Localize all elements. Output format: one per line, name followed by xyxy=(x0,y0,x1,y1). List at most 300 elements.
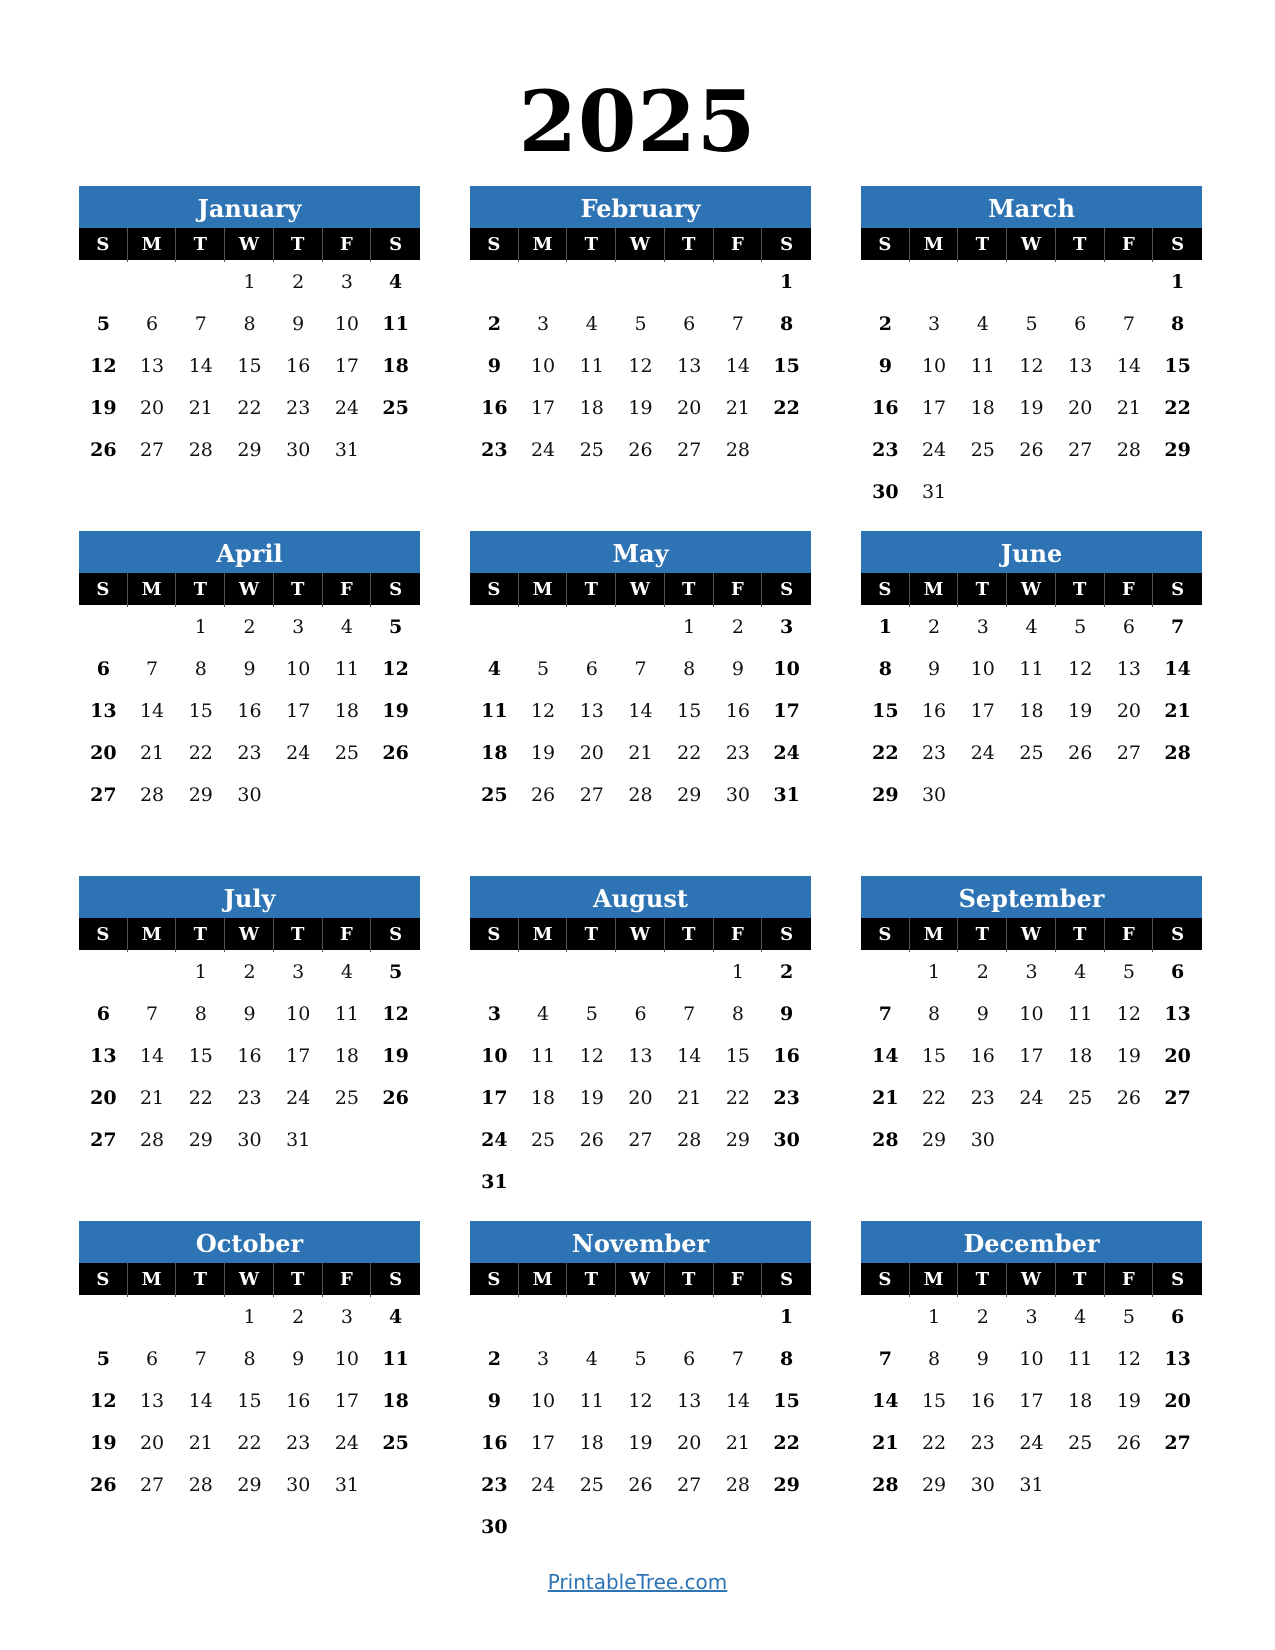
day-cell: 8 xyxy=(780,313,794,335)
day-cell: 17 xyxy=(1019,1390,1044,1412)
day-cell: 12 xyxy=(530,700,556,722)
month-title: November xyxy=(470,1221,811,1263)
day-cell: 4 xyxy=(1074,961,1087,983)
day-cell: 1 xyxy=(878,616,892,638)
day-cell: 15 xyxy=(237,355,262,377)
weekday-label: F xyxy=(1105,1263,1154,1297)
empty-day-cell xyxy=(128,261,177,303)
day-cell: 20 xyxy=(1164,1045,1191,1067)
empty-day-cell xyxy=(1056,261,1105,303)
weekday-label: S xyxy=(1171,924,1185,945)
day-cell: 25 xyxy=(334,742,360,764)
day-cell: 1 xyxy=(928,961,941,983)
day-cell: 28 xyxy=(188,1474,213,1496)
day-cell: 8 xyxy=(928,1003,941,1025)
day-cell: 26 xyxy=(90,439,117,461)
day-cell: 5 xyxy=(537,658,550,680)
day-cell: 24 xyxy=(1019,1087,1044,1109)
day-cell: 3 xyxy=(780,616,794,638)
weekday-label: S xyxy=(389,924,403,945)
day-cell: 2 xyxy=(878,313,892,335)
day-cell: 2 xyxy=(780,961,794,983)
day-cell: 8 xyxy=(194,658,207,680)
day-cell: 12 xyxy=(90,355,117,377)
day-cell: 19 xyxy=(628,1432,653,1454)
weekday-label: F xyxy=(323,918,372,952)
weekday-label: M xyxy=(128,228,177,262)
weekday-header-row xyxy=(470,918,811,950)
day-cell: 2 xyxy=(731,616,744,638)
day-cell: 31 xyxy=(773,784,800,806)
day-cell: 24 xyxy=(921,439,947,461)
weekday-label: T xyxy=(958,1263,1007,1297)
day-cell: 8 xyxy=(731,1003,744,1025)
day-cell: 7 xyxy=(1122,313,1135,335)
weekday-header-row xyxy=(861,573,1202,605)
day-cell: 9 xyxy=(292,313,305,335)
day-cell: 3 xyxy=(537,313,550,335)
day-cell: 6 xyxy=(683,1348,696,1370)
day-cell: 2 xyxy=(976,1306,989,1328)
day-cell: 7 xyxy=(146,658,159,680)
day-cell: 27 xyxy=(90,1129,117,1151)
weekday-label: F xyxy=(1105,573,1154,607)
weekday-label: W xyxy=(1007,1263,1056,1297)
empty-day-cell xyxy=(128,1296,177,1338)
month-title: July xyxy=(79,876,420,918)
day-cell: 21 xyxy=(872,1432,899,1454)
day-cell: 17 xyxy=(921,397,947,419)
day-cell: 20 xyxy=(1164,1390,1191,1412)
empty-day-cell xyxy=(616,606,665,648)
day-cell: 29 xyxy=(188,784,213,806)
day-cell: 4 xyxy=(1025,616,1038,638)
day-cell: 22 xyxy=(921,1087,947,1109)
weekday-label: F xyxy=(714,1263,763,1297)
day-cell: 1 xyxy=(194,961,207,983)
day-cell: 22 xyxy=(188,742,213,764)
day-cell: 25 xyxy=(382,397,409,419)
day-cell: 16 xyxy=(921,700,947,722)
month-february xyxy=(470,186,811,531)
day-cell: 16 xyxy=(872,397,899,419)
weekday-header-row xyxy=(79,918,420,950)
day-cell: 15 xyxy=(1164,355,1191,377)
day-cell: 29 xyxy=(872,784,899,806)
day-cell: 13 xyxy=(90,1045,117,1067)
weekday-header-row xyxy=(861,918,1202,950)
month-july xyxy=(79,876,420,1221)
day-cell: 6 xyxy=(585,658,598,680)
empty-day-cell xyxy=(1105,261,1154,303)
empty-day-cell xyxy=(616,951,665,993)
day-cell: 13 xyxy=(139,355,165,377)
day-cell: 27 xyxy=(1116,742,1142,764)
day-cell: 24 xyxy=(970,742,995,764)
weekday-label: T xyxy=(1056,228,1105,262)
day-cell: 28 xyxy=(139,1129,165,1151)
day-cell: 14 xyxy=(872,1045,899,1067)
day-cell: 20 xyxy=(1116,700,1142,722)
weekday-label: F xyxy=(323,573,372,607)
day-cell: 28 xyxy=(872,1474,899,1496)
day-cell: 6 xyxy=(1074,313,1087,335)
day-cell: 6 xyxy=(683,313,696,335)
month-title: March xyxy=(861,186,1202,228)
day-cell: 31 xyxy=(286,1129,311,1151)
day-cell: 12 xyxy=(628,1390,653,1412)
day-cell: 19 xyxy=(1116,1045,1142,1067)
weekday-header-row xyxy=(470,228,811,260)
day-cell: 13 xyxy=(1116,658,1142,680)
day-cell: 13 xyxy=(677,1390,702,1412)
day-cell: 11 xyxy=(1068,1003,1093,1025)
day-cell: 5 xyxy=(585,1003,598,1025)
empty-day-cell xyxy=(714,261,763,303)
day-cell: 22 xyxy=(188,1087,213,1109)
day-cell: 14 xyxy=(1164,658,1191,680)
day-cell: 25 xyxy=(579,1474,604,1496)
day-cell: 23 xyxy=(970,1432,995,1454)
weekday-label: F xyxy=(714,228,763,262)
day-cell: 18 xyxy=(530,1087,556,1109)
day-cell: 5 xyxy=(389,616,403,638)
month-title: October xyxy=(79,1221,420,1263)
day-cell: 17 xyxy=(334,355,360,377)
day-cell: 27 xyxy=(677,1474,702,1496)
day-cell: 13 xyxy=(1164,1003,1191,1025)
day-cell: 18 xyxy=(481,742,508,764)
day-grid xyxy=(861,950,1202,1161)
day-cell: 3 xyxy=(292,616,305,638)
day-grid xyxy=(470,260,811,471)
day-cell: 15 xyxy=(872,700,899,722)
day-cell: 21 xyxy=(725,397,751,419)
weekday-label: T xyxy=(665,1263,714,1297)
day-cell: 31 xyxy=(921,481,947,503)
day-cell: 30 xyxy=(872,481,899,503)
weekday-label: S xyxy=(861,918,910,952)
day-cell: 21 xyxy=(1116,397,1142,419)
weekday-label: F xyxy=(1105,918,1154,952)
day-cell: 6 xyxy=(96,658,110,680)
day-cell: 31 xyxy=(334,439,360,461)
day-cell: 24 xyxy=(773,742,800,764)
day-cell: 24 xyxy=(530,1474,556,1496)
empty-day-cell xyxy=(567,951,616,993)
day-cell: 4 xyxy=(340,616,353,638)
weekday-label: S xyxy=(470,1263,519,1297)
day-cell: 14 xyxy=(139,1045,165,1067)
day-cell: 9 xyxy=(292,1348,305,1370)
day-cell: 6 xyxy=(146,1348,159,1370)
day-cell: 5 xyxy=(634,313,647,335)
empty-day-cell xyxy=(470,1296,519,1338)
day-cell: 11 xyxy=(579,355,604,377)
weekday-label: S xyxy=(79,918,128,952)
day-cell: 11 xyxy=(334,658,360,680)
weekday-header-row xyxy=(470,1263,811,1295)
day-cell: 9 xyxy=(487,1390,501,1412)
day-cell: 17 xyxy=(530,1432,556,1454)
weekday-label: S xyxy=(79,228,128,262)
day-cell: 2 xyxy=(243,961,256,983)
day-cell: 20 xyxy=(677,397,702,419)
day-cell: 25 xyxy=(481,784,508,806)
day-cell: 27 xyxy=(1068,439,1093,461)
day-cell: 4 xyxy=(585,313,598,335)
day-cell: 2 xyxy=(292,271,305,293)
weekday-label: W xyxy=(225,573,274,607)
day-cell: 9 xyxy=(731,658,744,680)
day-cell: 3 xyxy=(340,1306,353,1328)
day-cell: 22 xyxy=(921,1432,947,1454)
weekday-label: S xyxy=(861,573,910,607)
empty-day-cell xyxy=(79,1296,128,1338)
day-cell: 3 xyxy=(487,1003,501,1025)
weekday-label: T xyxy=(567,228,616,262)
day-cell: 13 xyxy=(628,1045,653,1067)
day-cell: 30 xyxy=(970,1474,995,1496)
day-cell: 14 xyxy=(188,1390,213,1412)
day-cell: 11 xyxy=(1019,658,1044,680)
empty-day-cell xyxy=(519,951,568,993)
day-cell: 23 xyxy=(872,439,899,461)
day-cell: 23 xyxy=(237,742,262,764)
day-cell: 11 xyxy=(382,1348,409,1370)
day-cell: 11 xyxy=(481,700,508,722)
weekday-label: T xyxy=(567,1263,616,1297)
day-cell: 5 xyxy=(1025,313,1038,335)
weekday-label: S xyxy=(1171,579,1185,600)
day-cell: 8 xyxy=(243,1348,256,1370)
empty-day-cell xyxy=(470,606,519,648)
day-cell: 11 xyxy=(334,1003,360,1025)
day-cell: 27 xyxy=(90,784,117,806)
day-cell: 6 xyxy=(634,1003,647,1025)
weekday-label: S xyxy=(1171,234,1185,255)
day-cell: 19 xyxy=(90,397,117,419)
weekday-label: S xyxy=(389,1269,403,1290)
weekday-label: W xyxy=(225,1263,274,1297)
day-cell: 1 xyxy=(780,1306,794,1328)
footer xyxy=(0,1570,1275,1594)
day-cell: 18 xyxy=(1068,1045,1093,1067)
day-cell: 17 xyxy=(481,1087,508,1109)
day-cell: 9 xyxy=(878,355,892,377)
weekday-label: S xyxy=(470,918,519,952)
day-cell: 10 xyxy=(1019,1003,1044,1025)
day-cell: 22 xyxy=(872,742,899,764)
day-cell: 9 xyxy=(243,1003,256,1025)
day-cell: 9 xyxy=(487,355,501,377)
day-cell: 7 xyxy=(878,1348,892,1370)
weekday-label: T xyxy=(958,918,1007,952)
day-cell: 3 xyxy=(928,313,941,335)
day-cell: 10 xyxy=(286,1003,311,1025)
day-cell: 25 xyxy=(334,1087,360,1109)
day-cell: 26 xyxy=(90,1474,117,1496)
weekday-label: F xyxy=(1105,228,1154,262)
day-cell: 16 xyxy=(286,1390,311,1412)
day-cell: 3 xyxy=(292,961,305,983)
day-cell: 29 xyxy=(921,1474,947,1496)
day-cell: 30 xyxy=(921,784,947,806)
day-cell: 6 xyxy=(1171,1306,1185,1328)
day-cell: 24 xyxy=(530,439,556,461)
empty-day-cell xyxy=(1007,261,1056,303)
day-cell: 1 xyxy=(683,616,696,638)
day-cell: 12 xyxy=(382,1003,409,1025)
weekday-label: T xyxy=(1056,573,1105,607)
day-cell: 29 xyxy=(921,1129,947,1151)
day-cell: 15 xyxy=(773,355,800,377)
day-cell: 24 xyxy=(286,1087,311,1109)
weekday-label: S xyxy=(1171,1269,1185,1290)
weekday-label: F xyxy=(714,573,763,607)
day-cell: 31 xyxy=(481,1171,508,1193)
day-cell: 8 xyxy=(878,658,892,680)
day-cell: 21 xyxy=(139,1087,165,1109)
weekday-label: M xyxy=(910,918,959,952)
weekday-label: S xyxy=(861,1263,910,1297)
day-cell: 30 xyxy=(970,1129,995,1151)
day-cell: 8 xyxy=(194,1003,207,1025)
day-cell: 1 xyxy=(780,271,794,293)
day-grid xyxy=(861,1295,1202,1506)
day-cell: 10 xyxy=(286,658,311,680)
month-title: January xyxy=(79,186,420,228)
day-cell: 23 xyxy=(970,1087,995,1109)
day-cell: 21 xyxy=(725,1432,751,1454)
day-cell: 24 xyxy=(334,397,360,419)
day-cell: 21 xyxy=(628,742,653,764)
day-cell: 7 xyxy=(194,1348,207,1370)
day-cell: 18 xyxy=(334,1045,360,1067)
day-cell: 29 xyxy=(725,1129,751,1151)
weekday-label: F xyxy=(323,1263,372,1297)
day-cell: 4 xyxy=(389,1306,403,1328)
weekday-label: T xyxy=(665,228,714,262)
day-cell: 11 xyxy=(970,355,995,377)
day-cell: 1 xyxy=(243,271,256,293)
day-cell: 27 xyxy=(1164,1087,1191,1109)
day-cell: 21 xyxy=(188,1432,213,1454)
day-cell: 1 xyxy=(1171,271,1185,293)
day-cell: 10 xyxy=(921,355,947,377)
day-cell: 20 xyxy=(1068,397,1093,419)
day-cell: 24 xyxy=(481,1129,508,1151)
weekday-label: W xyxy=(1007,573,1056,607)
day-cell: 21 xyxy=(1164,700,1191,722)
day-cell: 18 xyxy=(1019,700,1044,722)
weekday-label: S xyxy=(389,579,403,600)
day-cell: 7 xyxy=(194,313,207,335)
day-cell: 23 xyxy=(921,742,947,764)
day-cell: 25 xyxy=(530,1129,556,1151)
day-cell: 27 xyxy=(677,439,702,461)
month-title: September xyxy=(861,876,1202,918)
day-cell: 25 xyxy=(1068,1087,1093,1109)
day-cell: 30 xyxy=(481,1516,508,1538)
day-cell: 26 xyxy=(1116,1432,1142,1454)
weekday-label: T xyxy=(176,918,225,952)
day-cell: 20 xyxy=(90,1087,117,1109)
day-cell: 29 xyxy=(677,784,702,806)
day-cell: 22 xyxy=(725,1087,751,1109)
day-cell: 16 xyxy=(237,700,262,722)
month-april xyxy=(79,531,420,876)
day-cell: 30 xyxy=(286,439,311,461)
empty-day-cell xyxy=(665,951,714,993)
day-cell: 22 xyxy=(773,397,800,419)
month-june xyxy=(861,531,1202,876)
day-cell: 30 xyxy=(237,1129,262,1151)
weekday-label: T xyxy=(176,573,225,607)
day-cell: 29 xyxy=(237,439,262,461)
day-cell: 25 xyxy=(382,1432,409,1454)
day-cell: 7 xyxy=(1171,616,1185,638)
day-grid xyxy=(470,950,811,1203)
day-cell: 14 xyxy=(725,355,751,377)
day-cell: 26 xyxy=(382,1087,409,1109)
day-cell: 8 xyxy=(1171,313,1185,335)
day-cell: 19 xyxy=(90,1432,117,1454)
weekday-label: T xyxy=(176,228,225,262)
day-cell: 15 xyxy=(188,700,213,722)
day-cell: 17 xyxy=(334,1390,360,1412)
day-cell: 28 xyxy=(725,439,751,461)
weekday-label: T xyxy=(958,573,1007,607)
day-cell: 29 xyxy=(237,1474,262,1496)
footer-link[interactable]: PrintableTree.com xyxy=(547,1570,728,1594)
day-cell: 10 xyxy=(481,1045,508,1067)
day-cell: 28 xyxy=(188,439,213,461)
day-cell: 30 xyxy=(286,1474,311,1496)
day-cell: 16 xyxy=(481,397,508,419)
day-cell: 20 xyxy=(139,1432,165,1454)
weekday-label: M xyxy=(128,1263,177,1297)
day-cell: 15 xyxy=(237,1390,262,1412)
empty-day-cell xyxy=(176,1296,225,1338)
weekday-header-row xyxy=(79,573,420,605)
day-cell: 2 xyxy=(292,1306,305,1328)
day-cell: 22 xyxy=(677,742,702,764)
month-october xyxy=(79,1221,420,1566)
empty-day-cell xyxy=(128,606,177,648)
empty-day-cell xyxy=(519,606,568,648)
day-cell: 8 xyxy=(243,313,256,335)
month-september xyxy=(861,876,1202,1221)
day-cell: 29 xyxy=(773,1474,800,1496)
day-cell: 9 xyxy=(976,1003,989,1025)
day-cell: 25 xyxy=(1068,1432,1093,1454)
months-grid xyxy=(79,186,1203,1566)
day-cell: 7 xyxy=(146,1003,159,1025)
day-cell: 10 xyxy=(334,313,360,335)
day-cell: 18 xyxy=(382,1390,409,1412)
weekday-label: F xyxy=(323,228,372,262)
weekday-label: S xyxy=(780,579,794,600)
day-cell: 10 xyxy=(334,1348,360,1370)
weekday-label: T xyxy=(567,573,616,607)
day-cell: 10 xyxy=(773,658,800,680)
weekday-label: M xyxy=(128,573,177,607)
day-cell: 22 xyxy=(1164,397,1191,419)
day-cell: 16 xyxy=(286,355,311,377)
day-grid xyxy=(79,605,420,816)
day-cell: 14 xyxy=(677,1045,702,1067)
